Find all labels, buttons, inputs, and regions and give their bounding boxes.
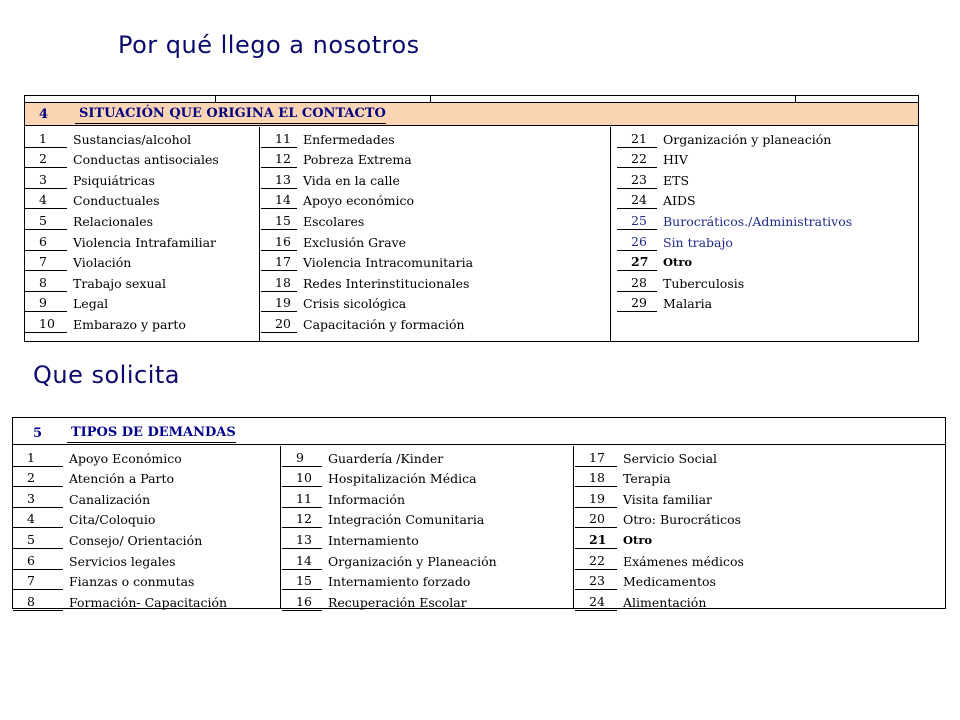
section-title: SITUACIÓN QUE ORIGINA EL CONTACTO xyxy=(75,105,386,124)
row-number: 10 xyxy=(282,469,322,487)
row-number: 11 xyxy=(282,490,322,508)
row-number: 17 xyxy=(575,449,617,467)
row-label: Otro: Burocráticos xyxy=(623,512,742,528)
row-label: Otro xyxy=(623,532,653,547)
form-row xyxy=(282,570,573,591)
row-number: 6 xyxy=(25,233,67,251)
row-label: Servicios legales xyxy=(69,553,176,569)
row-number: 27 xyxy=(617,253,657,271)
form-row xyxy=(261,251,610,272)
row-label: Medicamentos xyxy=(623,574,716,590)
form-row xyxy=(617,209,917,230)
row-number: 24 xyxy=(617,191,657,209)
row-label: Embarazo y parto xyxy=(73,316,186,332)
form-row xyxy=(617,251,917,272)
column-3 xyxy=(617,127,917,341)
form-row xyxy=(25,230,259,251)
column-1 xyxy=(13,446,281,608)
row-number: 11 xyxy=(261,130,297,148)
form-row xyxy=(261,312,610,333)
row-label: Internamiento forzado xyxy=(328,574,471,590)
form-row xyxy=(261,209,610,230)
row-number: 8 xyxy=(13,593,63,611)
section-number: 4 xyxy=(39,106,49,122)
form-row xyxy=(575,590,945,611)
row-number: 26 xyxy=(617,233,657,251)
row-number: 28 xyxy=(617,274,657,292)
row-label: Servicio Social xyxy=(623,450,718,466)
row-label: AIDS xyxy=(663,193,696,209)
form-row xyxy=(25,251,259,272)
row-number: 13 xyxy=(282,531,322,549)
row-label: HIV xyxy=(663,152,688,168)
row-label: Malaria xyxy=(663,296,713,312)
form-row xyxy=(13,446,280,467)
column-2 xyxy=(282,446,574,608)
row-number: 9 xyxy=(282,449,322,467)
form-row xyxy=(575,446,945,467)
row-number: 3 xyxy=(25,171,67,189)
row-number: 4 xyxy=(13,510,63,528)
row-label: Apoyo Económico xyxy=(69,450,182,466)
row-number: 1 xyxy=(13,449,63,467)
row-label: Legal xyxy=(73,296,109,312)
form-row xyxy=(25,127,259,148)
row-number: 2 xyxy=(13,469,63,487)
row-label: Violencia Intrafamiliar xyxy=(73,234,216,250)
form-row xyxy=(13,570,280,591)
form-row xyxy=(13,528,280,549)
row-label: Capacitación y formación xyxy=(303,316,465,332)
row-label: Conductuales xyxy=(73,193,160,209)
form-row xyxy=(261,189,610,210)
form-row xyxy=(282,467,573,488)
row-number: 3 xyxy=(13,490,63,508)
row-number: 13 xyxy=(261,171,297,189)
row-label: Tuberculosis xyxy=(663,275,745,291)
row-number: 10 xyxy=(25,315,67,333)
row-number: 14 xyxy=(261,191,297,209)
row-number: 15 xyxy=(282,572,322,590)
row-number: 2 xyxy=(25,150,67,168)
row-number: 5 xyxy=(13,531,63,549)
row-label: Violencia Intracomunitaria xyxy=(303,255,474,271)
row-number: 19 xyxy=(261,294,297,312)
row-number: 7 xyxy=(25,253,67,271)
section-number: 5 xyxy=(33,425,43,441)
form-row xyxy=(282,528,573,549)
row-number: 5 xyxy=(25,212,67,230)
form-row xyxy=(25,148,259,169)
row-number: 6 xyxy=(13,552,63,570)
row-label: Pobreza Extrema xyxy=(303,152,412,168)
form-row xyxy=(261,271,610,292)
row-number: 16 xyxy=(261,233,297,251)
form-row xyxy=(261,230,610,251)
row-label: Terapia xyxy=(623,471,671,487)
section-header xyxy=(13,422,945,445)
row-number: 18 xyxy=(575,469,617,487)
form-row xyxy=(13,549,280,570)
form-row xyxy=(13,487,280,508)
form-row xyxy=(617,127,917,148)
column-1 xyxy=(25,127,260,341)
row-number: 1 xyxy=(25,130,67,148)
form-row xyxy=(282,508,573,529)
form-row xyxy=(617,148,917,169)
row-number: 17 xyxy=(261,253,297,271)
form-row xyxy=(25,209,259,230)
row-number: 21 xyxy=(617,130,657,148)
form-row xyxy=(25,271,259,292)
row-number: 16 xyxy=(282,593,322,611)
form-row xyxy=(282,487,573,508)
row-number: 12 xyxy=(261,150,297,168)
form-row xyxy=(575,467,945,488)
row-label: Violación xyxy=(73,255,132,271)
form-row xyxy=(575,570,945,591)
row-label: Información xyxy=(328,491,405,507)
form-row xyxy=(25,292,259,313)
form-row xyxy=(261,127,610,148)
row-label: Escolares xyxy=(303,213,365,229)
row-label: ETS xyxy=(663,172,690,188)
column-3 xyxy=(575,446,945,608)
row-label: Fianzas o conmutas xyxy=(69,574,195,590)
row-label: Crisis sicológica xyxy=(303,296,407,312)
form-row xyxy=(617,271,917,292)
row-number: 19 xyxy=(575,490,617,508)
row-label: Trabajo sexual xyxy=(73,275,166,291)
row-number: 12 xyxy=(282,510,322,528)
row-label: Vida en la calle xyxy=(303,172,400,188)
section-header xyxy=(25,103,918,126)
cropped-top-row xyxy=(25,96,918,103)
form-row xyxy=(261,292,610,313)
column-2 xyxy=(261,127,611,341)
row-label: Burocráticos./Administrativos xyxy=(663,213,853,229)
row-label: Exámenes médicos xyxy=(623,553,744,569)
row-label: Integración Comunitaria xyxy=(328,512,485,528)
row-label: Internamiento xyxy=(328,532,419,548)
row-label: Atención a Parto xyxy=(69,471,175,487)
row-label: Consejo/ Orientación xyxy=(69,532,203,548)
row-number: 18 xyxy=(261,274,297,292)
row-number: 21 xyxy=(575,531,617,549)
row-label: Hospitalización Médica xyxy=(328,471,477,487)
form-row xyxy=(261,168,610,189)
row-number: 25 xyxy=(617,212,657,230)
form-row xyxy=(282,590,573,611)
row-label: Enfermedades xyxy=(303,131,395,147)
row-label: Conductas antisociales xyxy=(73,152,219,168)
form-section-demand-types xyxy=(12,417,946,609)
row-number: 20 xyxy=(261,315,297,333)
form-row xyxy=(617,230,917,251)
heading-requests: Que solicita xyxy=(33,361,180,389)
row-label: Guardería /Kinder xyxy=(328,450,444,466)
row-label: Organización y Planeación xyxy=(328,553,497,569)
row-label: Recuperación Escolar xyxy=(328,594,467,610)
row-label: Organización y planeación xyxy=(663,131,832,147)
row-number: 20 xyxy=(575,510,617,528)
row-label: Visita familiar xyxy=(623,491,713,507)
section-title: TIPOS DE DEMANDAS xyxy=(67,424,236,443)
row-number: 4 xyxy=(25,191,67,209)
row-label: Canalización xyxy=(69,491,151,507)
form-row xyxy=(282,549,573,570)
form-row xyxy=(13,467,280,488)
form-row xyxy=(13,590,280,611)
heading-why-came: Por qué llego a nosotros xyxy=(118,31,420,59)
form-row xyxy=(617,292,917,313)
form-row xyxy=(617,168,917,189)
row-number: 22 xyxy=(575,552,617,570)
row-number: 22 xyxy=(617,150,657,168)
form-row xyxy=(261,148,610,169)
row-number: 23 xyxy=(617,171,657,189)
form-row xyxy=(25,189,259,210)
form-row xyxy=(13,508,280,529)
row-label: Exclusión Grave xyxy=(303,234,407,250)
form-row xyxy=(575,487,945,508)
row-label: Formación- Capacitación xyxy=(69,594,228,610)
form-row xyxy=(617,189,917,210)
row-number: 24 xyxy=(575,593,617,611)
row-label: Psiquiátricas xyxy=(73,172,155,188)
row-number: 9 xyxy=(25,294,67,312)
form-row xyxy=(575,508,945,529)
row-number: 15 xyxy=(261,212,297,230)
row-label: Cita/Coloquio xyxy=(69,512,156,528)
row-label: Alimentación xyxy=(623,594,707,610)
row-label: Redes Interinstitucionales xyxy=(303,275,470,291)
row-number: 29 xyxy=(617,294,657,312)
form-row xyxy=(25,168,259,189)
row-number: 14 xyxy=(282,552,322,570)
row-number: 8 xyxy=(25,274,67,292)
row-label: Otro xyxy=(663,255,693,270)
form-row xyxy=(575,528,945,549)
row-label: Sustancias/alcohol xyxy=(73,131,192,147)
row-label: Apoyo económico xyxy=(303,193,414,209)
form-row xyxy=(282,446,573,467)
form-row xyxy=(575,549,945,570)
row-label: Sin trabajo xyxy=(663,234,733,250)
row-number: 7 xyxy=(13,572,63,590)
row-label: Relacionales xyxy=(73,213,154,229)
form-section-contact-situation xyxy=(24,95,919,342)
row-number: 23 xyxy=(575,572,617,590)
form-row xyxy=(25,312,259,333)
